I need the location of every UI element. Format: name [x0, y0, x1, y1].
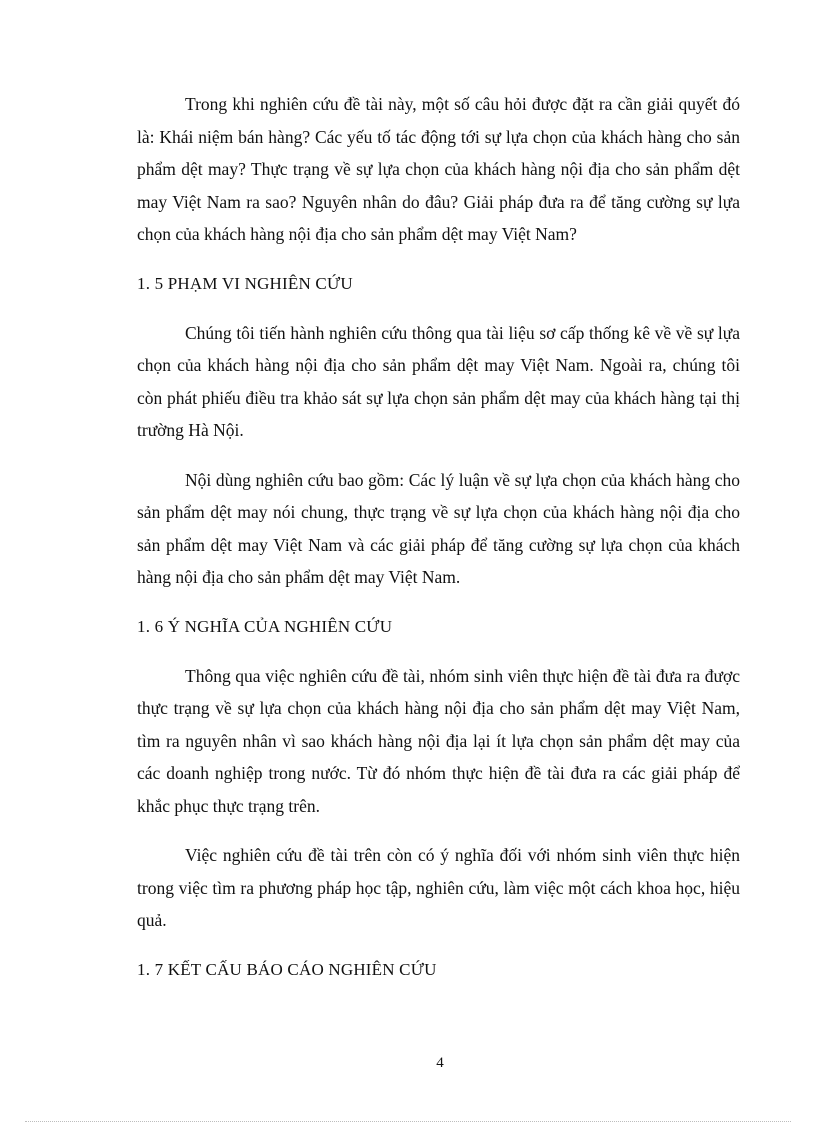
paragraph-research-method: Chúng tôi tiến hành nghiên cứu thông qua tài liệu sơ cấp thống kê về về sự lựa chọn của khách hàng nội địa cho sản phẩm dệt may Việt Nam. Ngoài ra, chúng tôi còn phát phiếu điều tra khảo sát sự lựa chọn sản phẩm dệt may của khách hàng tại thị trường Hà Nội.: [137, 322, 740, 440]
paragraph-research-questions: Trong khi nghiên cứu đề tài này, một số câu hỏi được đặt ra cần giải quyết đó là: Khái niệm bán hàng? Các yếu tố tác động tới sự lựa chọn của khách hàng cho sản phẩm dệt may? Thực trạng về sự lựa chọn của khách hàng nội địa cho sản phẩm dệt may Việt Nam ra sao? Nguyên nhân do đâu? Giải pháp đưa ra để tăng cường sự lựa chọn của khách hàng nội địa cho sản phẩm dệt may Việt Nam?: [137, 94, 740, 244]
heading-report-structure: 1. 7 KẾT CẤU BÁO CÁO NGHIÊN CỨU: [137, 959, 437, 979]
heading-research-scope: 1. 5 PHẠM VI NGHIÊN CỨU: [137, 273, 353, 293]
paragraph-significance-students: Việc nghiên cứu đề tài trên còn có ý nghĩa đối với nhóm sinh viên thực hiện trong việc tìm ra phương pháp học tập, nghiên cứu, làm việc một cách khoa học, hiệu quả.: [137, 845, 740, 930]
heading-research-significance: 1. 6 Ý NGHĨA CỦA NGHIÊN CỨU: [137, 616, 393, 636]
paragraph-significance-findings: Thông qua việc nghiên cứu đề tài, nhóm sinh viên thực hiện đề tài đưa ra được thực trạng về sự lựa chọn của khách hàng nội địa cho sản phẩm dệt may Việt Nam, tìm ra nguyên nhân vì sao khách hàng nội địa lại ít lựa chọn sản phẩm dệt may của các doanh nghiệp trong nước. Từ đó nhóm thực hiện đề tài đưa ra các giải pháp để khắc phục thực trạng trên.: [137, 665, 740, 816]
page-number: 4: [436, 1055, 444, 1071]
paragraph-research-content: Nội dùng nghiên cứu bao gồm: Các lý luận về sự lựa chọn của khách hàng cho sản phẩm dệt may nói chung, thực trạng về sự lựa chọn của khách hàng nội địa cho sản phẩm dệt may Việt Nam và các giải pháp để tăng cường sự lựa chọn của khách hàng nội địa cho sản phẩm dệt may Việt Nam.: [137, 469, 740, 587]
page-body: [137, 88, 740, 986]
page-bottom-divider: [25, 1121, 791, 1122]
